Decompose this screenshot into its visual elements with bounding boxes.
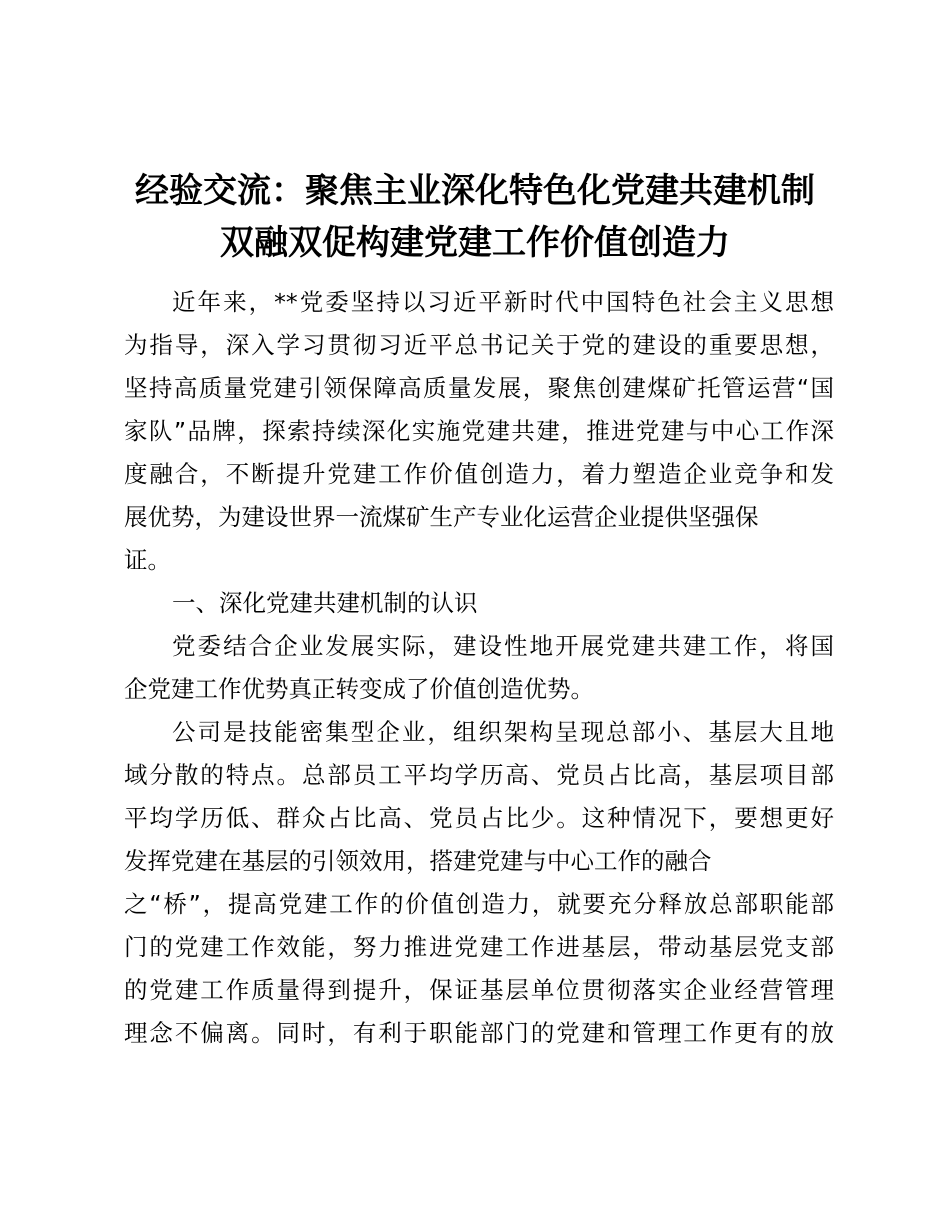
paragraph-line: 之“桥”，提高党建工作的价值创造力，就要充分释放总部职能部 bbox=[124, 890, 834, 918]
paragraph-line: 公司是技能密集型企业，组织架构呈现总部小、基层大且地 bbox=[172, 718, 834, 746]
document-body bbox=[124, 281, 834, 1055]
paragraph-line: 理念不偏离。同时，有利于职能部门的党建和管理工作更有的放 bbox=[124, 1019, 834, 1047]
paragraph-line: 党委结合企业发展实际，建设性地开展党建共建工作，将国 bbox=[172, 632, 834, 660]
paragraph-line: 为指导，深入学习贯彻习近平总书记关于党的建设的重要思想， bbox=[124, 331, 834, 359]
paragraph-line: 域分散的特点。总部员工平均学历高、党员占比高，基层项目部 bbox=[124, 761, 834, 789]
paragraph-line: 企党建工作优势真正转变成了价值创造优势。 bbox=[124, 675, 594, 703]
paragraph-line: 坚持高质量党建引领保障高质量发展，聚焦创建煤矿托管运营“国 bbox=[124, 374, 834, 402]
section-heading: 一、深化党建共建机制的认识 bbox=[172, 589, 478, 617]
document-title-line-2: 双融双促构建党建工作价值创造力 bbox=[220, 223, 730, 263]
paragraph-line: 发挥党建在基层的引领效用，搭建党建与中心工作的融合 bbox=[124, 847, 712, 875]
paragraph-line: 证。 bbox=[124, 546, 171, 574]
document-title-line-1: 经验交流：聚焦主业深化特色化党建共建机制 bbox=[135, 171, 815, 211]
paragraph-line: 平均学历低、群众占比高、党员占比少。这种情况下，要想更好 bbox=[124, 804, 834, 832]
paragraph-line: 展优势，为建设世界一流煤矿生产专业化运营企业提供坚强保 bbox=[124, 503, 759, 531]
paragraph-line: 门的党建工作效能，努力推进党建工作进基层，带动基层党支部 bbox=[124, 933, 834, 961]
paragraph-line: 家队”品牌，探索持续深化实施党建共建，推进党建与中心工作深 bbox=[124, 417, 834, 445]
paragraph-line: 近年来，**党委坚持以习近平新时代中国特色社会主义思想 bbox=[172, 288, 834, 316]
paragraph-line: 度融合，不断提升党建工作价值创造力，着力塑造企业竞争和发 bbox=[124, 460, 834, 488]
paragraph-line: 的党建工作质量得到提升，保证基层单位贯彻落实企业经营管理 bbox=[124, 976, 834, 1004]
